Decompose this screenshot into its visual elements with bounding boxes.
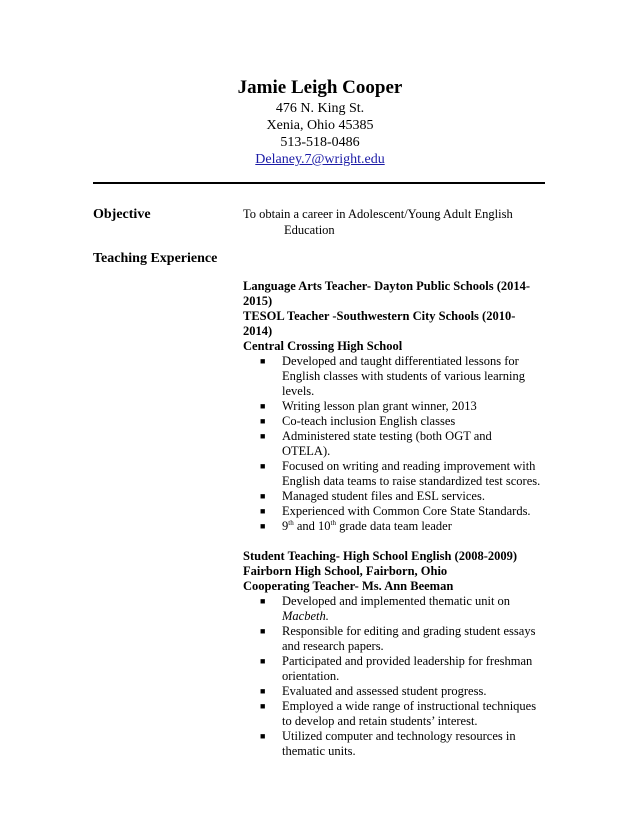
objective-label: Objective: [93, 207, 151, 222]
list-item: [243, 504, 543, 519]
duty-text: Focused on writing and reading improvement with English data teams to raise standardized test scores.: [282, 459, 541, 488]
bullet-square-icon: ■: [260, 461, 266, 471]
email-link[interactable]: Delaney.7@wright.edu: [255, 152, 385, 167]
duty-text: Experienced with Common Core State Standards.: [282, 504, 531, 518]
list-item: [243, 729, 543, 759]
grade-9: 9: [282, 519, 289, 533]
list-item: [243, 429, 543, 459]
duty-text: Employed a wide range of instructional techniques to develop and retain students’ interest.: [282, 699, 537, 728]
grade-10: and 10: [293, 519, 331, 533]
bullet-square-icon: ■: [260, 416, 266, 426]
bullet-square-icon: ■: [260, 521, 266, 531]
teaching-experience-label: Teaching Experience: [93, 251, 218, 266]
job-title-student-teaching: Student Teaching- High School English (2008-2009): [243, 549, 518, 563]
list-item: [243, 654, 543, 684]
list-item: [243, 489, 543, 504]
teaching-experience-section: [243, 279, 543, 759]
duty-text: Responsible for editing and grading student essays and research papers.: [282, 624, 536, 653]
bullet-square-icon: ■: [260, 401, 266, 411]
duty-text: Developed and implemented thematic unit on: [282, 594, 511, 608]
bullet-square-icon: ■: [260, 506, 266, 516]
objective-line-1: To obtain a career in Adolescent/Young Adult English: [243, 207, 513, 221]
list-item: [243, 354, 543, 399]
student-teaching-block: [243, 549, 543, 759]
list-item: [243, 459, 543, 489]
duty-text: Evaluated and assessed student progress.: [282, 684, 487, 698]
job-title-tesol: TESOL Teacher -Southwestern City Schools (2010-2014): [243, 309, 516, 338]
duty-text: Administered state testing (both OGT and OTELA).: [282, 429, 492, 458]
duty-text: Utilized computer and technology resources in thematic units.: [282, 729, 516, 758]
list-item: [243, 684, 543, 699]
applicant-name: Jamie Leigh Cooper: [237, 77, 403, 98]
bullet-square-icon: ■: [260, 431, 266, 441]
bullet-square-icon: ■: [260, 596, 266, 606]
bullet-square-icon: ■: [260, 731, 266, 741]
list-item: [243, 594, 543, 624]
duty-text: [282, 519, 452, 533]
school-name-central-crossing: Central Crossing High School: [243, 339, 403, 353]
job2-duties-list: [243, 594, 543, 759]
duty-rest: grade data team leader: [335, 519, 452, 533]
city-state-zip: Xenia, Ohio 45385: [266, 118, 374, 133]
header-divider: [93, 182, 545, 184]
street-address: 476 N. King St.: [275, 101, 365, 116]
duty-text: Managed student files and ESL services.: [282, 489, 485, 503]
list-item: [243, 519, 543, 534]
list-item: [243, 699, 543, 729]
ordinal-suffix: th: [330, 518, 336, 527]
objective-text: [243, 206, 533, 238]
bullet-square-icon: ■: [260, 656, 266, 666]
duty-text: Developed and taught differentiated lessons for English classes with students of various learning levels.: [282, 354, 526, 398]
objective-line-2: Education: [284, 223, 335, 237]
bullet-square-icon: ■: [260, 701, 266, 711]
duty-text: Participated and provided leadership for freshman orientation.: [282, 654, 533, 683]
ordinal-suffix: th: [288, 518, 294, 527]
duty-text: Writing lesson plan grant winner, 2013: [282, 399, 477, 413]
list-item: [243, 414, 543, 429]
bullet-square-icon: ■: [260, 491, 266, 501]
phone-number: 513-518-0486: [280, 135, 360, 150]
list-item: [243, 624, 543, 654]
duty-text: Co-teach inclusion English classes: [282, 414, 456, 428]
list-item: [243, 399, 543, 414]
job1-duties-list: [243, 354, 543, 534]
school-name-fairborn: Fairborn High School, Fairborn, Ohio: [243, 564, 448, 578]
job-title-language-arts: Language Arts Teacher- Dayton Public Schools (2014-2015): [243, 279, 531, 308]
bullet-square-icon: ■: [260, 686, 266, 696]
cooperating-teacher: Cooperating Teacher- Ms. Ann Beeman: [243, 579, 454, 593]
duty-italic-title: Macbeth.: [282, 609, 329, 623]
bullet-square-icon: ■: [260, 626, 266, 636]
resume-header: [190, 76, 450, 168]
bullet-square-icon: ■: [260, 356, 266, 366]
